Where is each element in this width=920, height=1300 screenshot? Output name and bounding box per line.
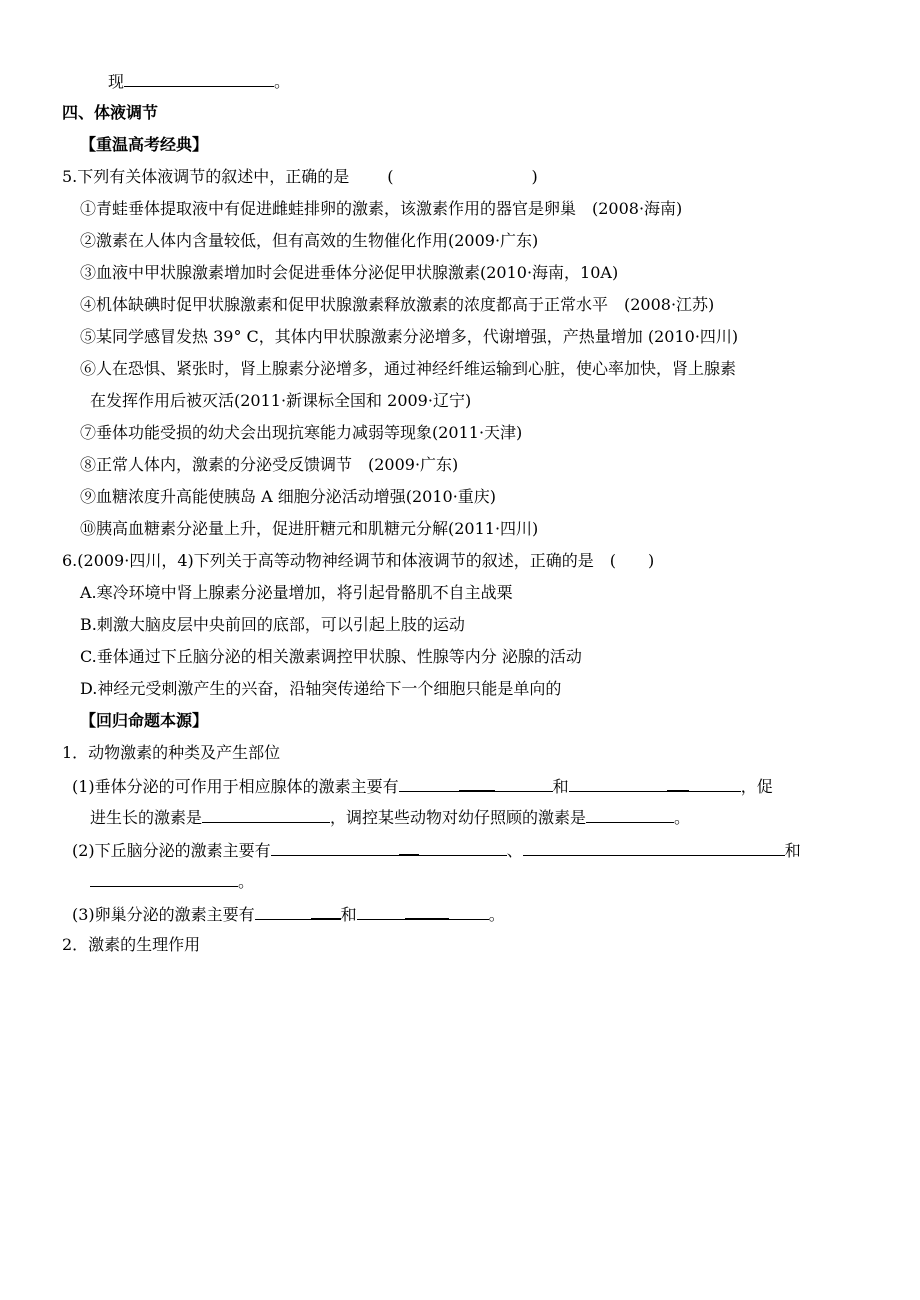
fill-in-line-2: 进生长的激素是 ，调控某些动物对幼仔照顾的激素是 。	[90, 808, 691, 827]
section-title-2: 2．激素的生理作用	[62, 935, 201, 954]
question-5-stem: 5.下列有关体液调节的叙述中，正确的是 ( )	[62, 167, 538, 186]
statement-item: ⑥人在恐惧、紧张时，肾上腺素分泌增多，通过神经纤维运输到心脏，使心率加快，肾上腺素	[80, 359, 737, 378]
answer-blank[interactable]	[449, 903, 489, 920]
section-title-1: 1．动物激素的种类及产生部位	[62, 743, 281, 762]
fill-in-line-5: (3)卵巢分泌的激素主要有 和 。	[72, 902, 505, 926]
answer-blank[interactable]	[523, 839, 785, 856]
answer-blank[interactable]	[569, 775, 667, 792]
statement-item: ①青蛙垂体提取液中有促进雌蛙排卵的激素，该激素作用的器官是卵巢 (2008·海南)	[80, 199, 683, 218]
option-d: D.神经元受刺激产生的兴奋，沿轴突传递给下一个细胞只能是单向的	[80, 679, 562, 698]
answer-blank[interactable]	[399, 775, 459, 792]
answer-blank[interactable]	[357, 903, 405, 920]
answer-blank[interactable]	[405, 902, 449, 920]
fill-in-line-3: (2)下丘脑分泌的激素主要有 、 和	[72, 838, 801, 862]
answer-blank[interactable]	[399, 838, 419, 856]
statement-item: ⑨血糖浓度升高能使胰岛 A 细胞分泌活动增强(2010·重庆)	[80, 487, 497, 506]
subsection-heading: 【回归命题本源】	[80, 711, 209, 730]
answer-blank[interactable]	[90, 870, 238, 887]
fill-in-line-1: (1)垂体分泌的可作用于相应腺体的激素主要有 和 ，促	[72, 774, 773, 798]
answer-blank[interactable]	[689, 775, 741, 792]
answer-blank[interactable]	[495, 775, 553, 792]
answer-blank[interactable]	[586, 806, 674, 823]
option-b: B.刺激大脑皮层中央前回的底部，可以引起上肢的运动	[80, 615, 465, 634]
option-a: A.寒冷环境中肾上腺素分泌量增加，将引起骨骼肌不自主战栗	[80, 583, 513, 602]
option-c: C.垂体通过下丘脑分泌的相关激素调控甲状腺、性腺等内分 泌腺的活动	[80, 647, 582, 666]
section-heading: 四、体液调节	[62, 103, 159, 122]
answer-blank[interactable]	[667, 774, 689, 792]
statement-item: ⑩胰高血糖素分泌量上升，促进肝糖元和肌糖元分解(2011·四川)	[80, 519, 539, 538]
answer-blank[interactable]	[255, 903, 311, 920]
answer-blank[interactable]	[124, 70, 274, 87]
statement-item: ④机体缺碘时促甲状腺激素和促甲状腺激素释放激素的浓度都高于正常水平 (2008·江苏)	[80, 295, 715, 314]
statement-item: ③血液中甲状腺激素增加时会促进垂体分泌促甲状腺激素(2010·海南，10A)	[80, 263, 619, 282]
statement-item: ⑦垂体功能受损的幼犬会出现抗寒能力减弱等现象(2011·天津)	[80, 423, 523, 442]
statement-item: ⑧正常人体内，激素的分泌受反馈调节 (2009·广东)	[80, 455, 459, 474]
subsection-heading: 【重温高考经典】	[80, 135, 209, 154]
answer-blank[interactable]	[419, 839, 507, 856]
answer-blank[interactable]	[202, 806, 330, 823]
answer-blank[interactable]	[311, 902, 341, 920]
answer-blank[interactable]	[271, 839, 399, 856]
question-6-stem: 6.(2009·四川，4)下列关于高等动物神经调节和体液调节的叙述，正确的是 ( )	[62, 551, 655, 570]
statement-item: ⑤某同学感冒发热 39° C，其体内甲状腺激素分泌增多，代谢增强，产热量增加 (2010·四川)	[80, 327, 739, 346]
statement-item: ②激素在人体内含量较低，但有高效的生物催化作用(2009·广东)	[80, 231, 539, 250]
fill-in-line-4: 。	[90, 870, 254, 893]
answer-blank[interactable]	[459, 774, 495, 792]
answer-line-top: 现 。	[108, 72, 291, 91]
statement-item-continued: 在发挥作用后被灭活(2011·新课标全国和 2009·辽宁)	[90, 391, 472, 410]
